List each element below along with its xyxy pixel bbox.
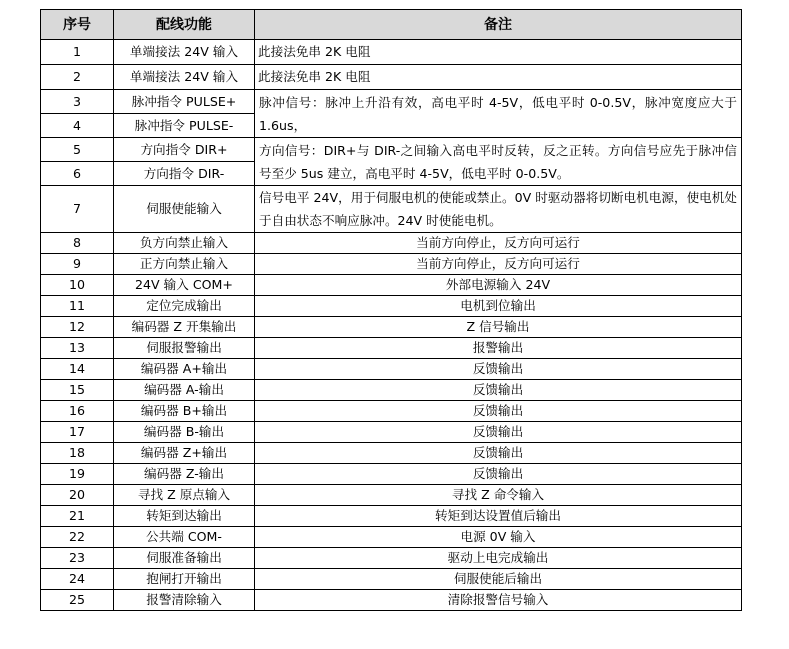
table-row (41, 443, 742, 464)
table-row (41, 422, 742, 443)
table-row (41, 464, 742, 485)
row-index: 17 (41, 422, 114, 443)
row-note: 反馈输出 (255, 359, 742, 380)
row-function: 编码器 Z 开集输出 (114, 317, 255, 338)
row-note: 反馈输出 (255, 401, 742, 422)
row-index: 25 (41, 590, 114, 611)
row-function: 脉冲指令 PULSE- (114, 114, 255, 138)
row-index: 23 (41, 548, 114, 569)
row-function: 编码器 A+输出 (114, 359, 255, 380)
row-function: 报警清除输入 (114, 590, 255, 611)
header-note: 备注 (255, 10, 742, 40)
row-note: Z 信号输出 (255, 317, 742, 338)
row-index: 3 (41, 90, 114, 114)
row-function: 脉冲指令 PULSE+ (114, 90, 255, 114)
row-function: 定位完成输出 (114, 296, 255, 317)
row-note: 转矩到达设置值后输出 (255, 506, 742, 527)
row-note: 反馈输出 (255, 380, 742, 401)
header-index: 序号 (41, 10, 114, 40)
table-row (41, 380, 742, 401)
row-index: 5 (41, 138, 114, 162)
row-function: 伺服准备输出 (114, 548, 255, 569)
row-note: 此接法免串 2K 电阻 (255, 40, 742, 65)
row-function: 负方向禁止输入 (114, 233, 255, 254)
row-index: 18 (41, 443, 114, 464)
table-row (41, 138, 742, 162)
table-row (41, 338, 742, 359)
row-function: 转矩到达输出 (114, 506, 255, 527)
row-note: 清除报警信号输入 (255, 590, 742, 611)
row-function: 单端接法 24V 输入 (114, 65, 255, 90)
row-index: 7 (41, 186, 114, 233)
row-function: 公共端 COM- (114, 527, 255, 548)
row-function: 抱闸打开输出 (114, 569, 255, 590)
row-note: 反馈输出 (255, 464, 742, 485)
row-note: 当前方向停止，反方向可运行 (255, 233, 742, 254)
table-row (41, 506, 742, 527)
header-function: 配线功能 (114, 10, 255, 40)
row-index: 2 (41, 65, 114, 90)
table-row (41, 485, 742, 506)
row-index: 14 (41, 359, 114, 380)
row-function: 伺服报警输出 (114, 338, 255, 359)
table-row (41, 359, 742, 380)
row-note: 驱动上电完成输出 (255, 548, 742, 569)
row-index: 15 (41, 380, 114, 401)
row-note: 电机到位输出 (255, 296, 742, 317)
row-index: 16 (41, 401, 114, 422)
table-row (41, 186, 742, 233)
row-function: 方向指令 DIR- (114, 162, 255, 186)
row-index: 1 (41, 40, 114, 65)
table-row (41, 296, 742, 317)
row-index: 22 (41, 527, 114, 548)
table-row (41, 527, 742, 548)
row-index: 4 (41, 114, 114, 138)
table-row (41, 548, 742, 569)
table-row (41, 401, 742, 422)
row-function: 伺服使能输入 (114, 186, 255, 233)
table-row (41, 569, 742, 590)
table-row (41, 90, 742, 114)
row-note: 方向信号：DIR+与 DIR-之间输入高电平时反转，反之正转。方向信号应先于脉冲信号至少 5us 建立，高电平时 4-5V，低电平时 0-0.5V。 (255, 138, 742, 186)
row-function: 编码器 B+输出 (114, 401, 255, 422)
row-function: 寻找 Z 原点输入 (114, 485, 255, 506)
row-function: 编码器 Z-输出 (114, 464, 255, 485)
row-function: 编码器 B-输出 (114, 422, 255, 443)
row-note: 信号电平 24V，用于伺服电机的使能或禁止。0V 时驱动器将切断电机电源，使电机处于自由状态不响应脉冲。24V 时使能电机。 (255, 186, 742, 233)
row-index: 19 (41, 464, 114, 485)
row-index: 6 (41, 162, 114, 186)
table-header-row (41, 10, 742, 40)
row-index: 8 (41, 233, 114, 254)
wiring-function-table (40, 9, 742, 611)
row-index: 10 (41, 275, 114, 296)
row-function: 编码器 A-输出 (114, 380, 255, 401)
row-note: 反馈输出 (255, 422, 742, 443)
row-index: 12 (41, 317, 114, 338)
table-row (41, 590, 742, 611)
row-index: 21 (41, 506, 114, 527)
row-note: 此接法免串 2K 电阻 (255, 65, 742, 90)
row-function: 方向指令 DIR+ (114, 138, 255, 162)
table-row (41, 317, 742, 338)
row-note: 电源 0V 输入 (255, 527, 742, 548)
row-function: 编码器 Z+输出 (114, 443, 255, 464)
row-index: 9 (41, 254, 114, 275)
row-function: 单端接法 24V 输入 (114, 40, 255, 65)
row-index: 13 (41, 338, 114, 359)
table-row (41, 65, 742, 90)
table-row (41, 40, 742, 65)
row-function: 24V 输入 COM+ (114, 275, 255, 296)
row-note: 伺服使能后输出 (255, 569, 742, 590)
row-note: 寻找 Z 命令输入 (255, 485, 742, 506)
table-row (41, 254, 742, 275)
row-note: 脉冲信号：脉冲上升沿有效，高电平时 4-5V，低电平时 0-0.5V，脉冲宽度应大于 1.6us， (255, 90, 742, 138)
row-note: 报警输出 (255, 338, 742, 359)
row-note: 外部电源输入 24V (255, 275, 742, 296)
row-note: 反馈输出 (255, 443, 742, 464)
table-row (41, 233, 742, 254)
row-index: 24 (41, 569, 114, 590)
row-function: 正方向禁止输入 (114, 254, 255, 275)
row-note: 当前方向停止，反方向可运行 (255, 254, 742, 275)
row-index: 11 (41, 296, 114, 317)
row-index: 20 (41, 485, 114, 506)
table-row (41, 275, 742, 296)
